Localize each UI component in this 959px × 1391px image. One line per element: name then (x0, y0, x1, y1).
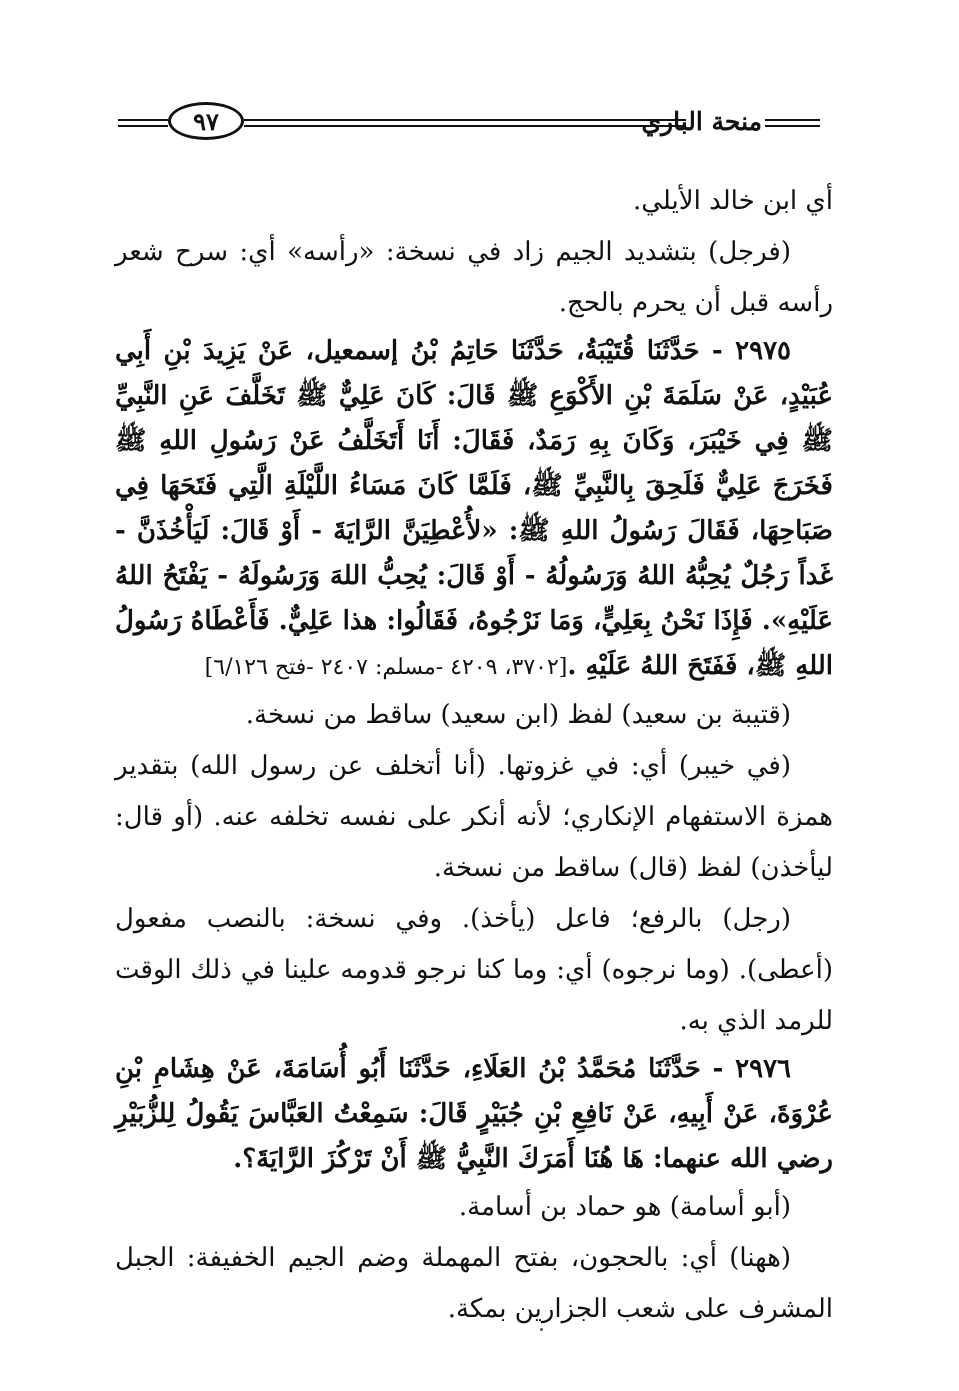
hadith-text: ٢٩٧٥ - حَدَّثَنَا قُتَيْبَةُ، حَدَّثَنَا حَاتِمُ بْنُ إسمعيل، عَنْ يَزِيدَ بْنِ أَبِي عُبَيْدٍ، عَنْ سَلَمَةَ بْنِ الأَكْوَعِ ﷺ قَالَ: كَانَ عَلِيٌّ ﷺ تَخَلَّفَ عَنِ النَّبِيِّ ﷺ فِي خَيْبَرَ، وَكَانَ بِهِ رَمَدٌ، فَقَالَ: أَنَا أَتَخَلَّفُ عَنْ رَسُولِ اللهِ ﷺ فَخَرَجَ عَلِيٌّ فَلَحِقَ بِالنَّبِيِّ ﷺ، فَلَمَّا كَانَ مَسَاءُ اللَّيْلَةِ الَّتِي فَتَحَهَا فِي صَبَاحِهَا، فَقَالَ رَسُولُ اللهِ ﷺ: «لأُعْطِيَنَّ الرَّايَةَ - أَوْ قَالَ: لَيَأْخُذَنَّ - غَداً رَجُلٌ يُحِبُّهُ اللهُ وَرَسُولُهُ - أَوْ قَالَ: يُحِبُّ اللهَ وَرَسُولَهُ - يَفْتَحُ اللهُ عَلَيْهِ». فَإِذَا نَحْنُ بِعَلِيٍّ، وَمَا نَرْجُوهُ، فَقَالُوا: هذا عَلِيٌّ. فَأَعْطَاهُ رَسُولُ اللهِ ﷺ، فَفَتَحَ اللهُ عَلَيْهِ . (115, 336, 833, 681)
commentary-paragraph: (رجل) بالرفع؛ فاعل (يأخذ). وفي نسخة: بالنصب مفعول (أعطى). (وما نرجوه) أي: وما كنا نرجو قدومه علينا في ذلك الوقت للرمد الذي به. (115, 904, 833, 1036)
commentary-paragraph: (أبو أسامة) هو حماد بن أسامة. (458, 1192, 791, 1222)
page-number: ٩٧ (168, 102, 244, 140)
header-rule-right (765, 119, 820, 127)
hadith-reference: [٣٧٠٢، ٤٢٠٩ -مسلم: ٢٤٠٧ -فتح ٦/١٢٦] (204, 655, 568, 680)
hadith-2975 (115, 329, 833, 690)
commentary-paragraph: (في خيبر) أي: في غزوتها. (أنا أتخلف عن رسول الله) بتقدير همزة الاستفهام الإنكاري؛ لأنه أنكر على نفسه تخلفه عنه. (أو قال: ليأخذن) لفظ (قال) ساقط من نسخة. (115, 751, 833, 883)
running-title: منحة الباري (641, 107, 762, 136)
commentary-paragraph: (ههنا) أي: بالحجون، بفتح المهملة وضم الجيم الخفيفة: الجبل المشرف على شعب الجزارين بمكة. (115, 1243, 833, 1324)
header-rule-middle (244, 119, 686, 127)
print-speck (540, 1328, 543, 1331)
commentary-paragraph: أي ابن خالد الأيلي. (632, 186, 833, 216)
commentary-paragraph: (فرجل) بتشديد الجيم زاد في نسخة: «رأسه» أي: سرح شعر رأسه قبل أن يحرم بالحج. (115, 237, 833, 318)
hadith-2976: ٢٩٧٦ - حَدَّثَنَا مُحَمَّدُ بْنُ العَلَاءِ، حَدَّثَنَا أَبُو أُسَامَةَ، عَنْ هِشَامِ بْنِ عُرْوَةَ، عَنْ أَبِيهِ، عَنْ نَافِعِ بْنِ جُبَيْرٍ قَالَ: سَمِعْتُ العَبَّاسَ يَقُولُ لِلزُّبَيْرِ رضي الله عنهما: هَا هُنَا أَمَرَكَ النَّبِيُّ ﷺ أَنْ تَرْكُزَ الرَّايَةَ؟. (115, 1054, 833, 1174)
page-body (115, 176, 833, 1335)
page-header (110, 96, 828, 152)
commentary-paragraph: (قتيبة بن سعيد) لفظ (ابن سعيد) ساقط من نسخة. (245, 700, 791, 730)
header-rule-left (118, 119, 168, 127)
